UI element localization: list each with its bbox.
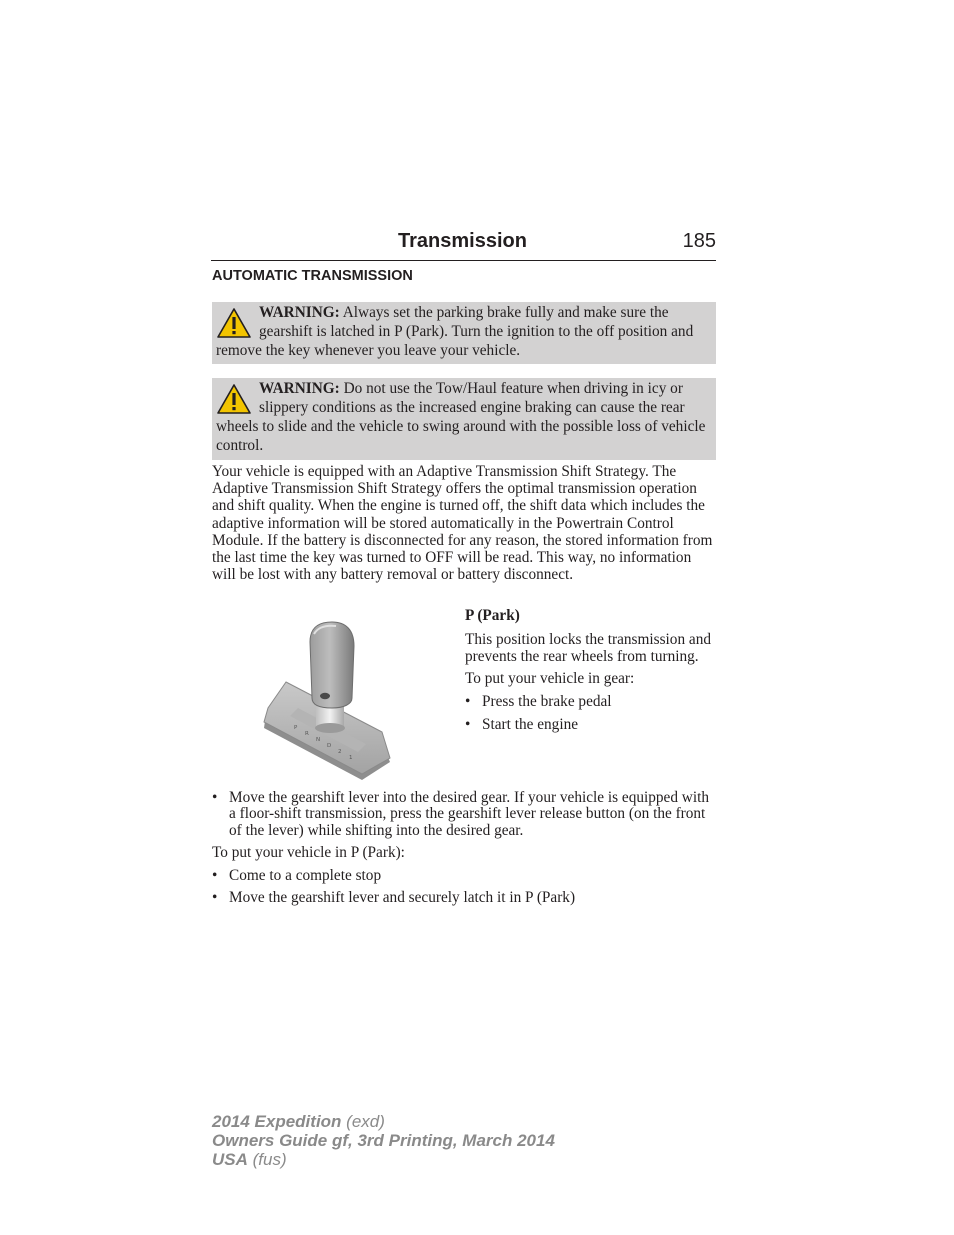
gear-steps-continued-list <box>212 790 717 839</box>
list-item: • Move the gearshift lever into the desired gear. If your vehicle is equipped with a floor-shift transmission, press the gearshift lever release button (on the front of the lever) while shifting into the desired gear. <box>212 790 717 839</box>
gear-letter: D <box>327 743 332 749</box>
section-heading: AUTOMATIC TRANSMISSION <box>212 268 413 284</box>
warning-triangle-icon <box>216 383 252 415</box>
warning-box <box>212 302 716 364</box>
footer-line-3 <box>212 1150 555 1169</box>
warning-text: Always set the parking brake fully and make sure the gearshift is latched in P (Park). Turn the ignition to the off position and remove the key whenever you leave your vehicle. <box>216 304 694 359</box>
footer-model-code: (exd) <box>341 1112 385 1131</box>
warning-triangle-icon <box>216 307 252 339</box>
list-item: • Start the engine <box>465 717 717 734</box>
warning-label: WARNING: <box>259 304 340 321</box>
footer-market: USA <box>212 1150 248 1169</box>
chapter-title: Transmission <box>398 230 527 252</box>
warning-box <box>212 378 716 460</box>
footer-market-code: (fus) <box>247 1150 287 1169</box>
footer-line-2: Owners Guide gf, 3rd Printing, March 2014 <box>212 1131 555 1150</box>
park-section <box>465 608 717 740</box>
intro-paragraph: Your vehicle is equipped with an Adaptive Transmission Shift Strategy. The Adaptive Transmission Shift Strategy offers the optimal transmission operation and shift quality. When the engine is turned off, the shift data which includes the adaptive information will be stored automatically in the Powertrain Control Module. If the battery is disconnected for any reason, the stored information from the last time the key was turned to OFF will be read. This way, no information will be lost with any battery removal or battery disconnect. <box>212 463 713 584</box>
footer-line-1 <box>212 1112 555 1131</box>
gear-steps-list <box>465 694 717 734</box>
page-footer <box>212 1112 555 1169</box>
gear-intro: To put your vehicle in gear: <box>465 670 635 688</box>
list-item: • Come to a complete stop <box>212 868 717 884</box>
warning-text: Do not use the Tow/Haul feature when driving in icy or slippery conditions as the increased engine braking can cause the rear wheels to slide and the vehicle to swing around with the possible loss of vehicle control. <box>216 380 706 454</box>
page-header <box>211 228 716 261</box>
footer-model: 2014 Expedition <box>212 1112 342 1131</box>
gear-letter: 1 <box>349 755 353 761</box>
gear-letter: P <box>294 725 298 731</box>
park-description: This position locks the transmission and prevents the rear wheels from turning. <box>465 630 712 665</box>
warning-label: WARNING: <box>259 380 340 397</box>
gearshift-lever-illustration <box>256 612 398 788</box>
list-item: • Move the gearshift lever and securely latch it in P (Park) <box>212 890 717 906</box>
park-steps-list <box>212 868 717 907</box>
gear-letter: N <box>316 737 321 743</box>
list-item: • Press the brake pedal <box>465 694 717 711</box>
park-heading: P (Park) <box>465 607 520 624</box>
park-intro: To put your vehicle in P (Park): <box>212 844 405 862</box>
gear-letter: R <box>305 731 309 737</box>
page-number: 185 <box>682 230 716 252</box>
lower-section <box>212 790 717 912</box>
gear-letter: 2 <box>338 749 342 755</box>
